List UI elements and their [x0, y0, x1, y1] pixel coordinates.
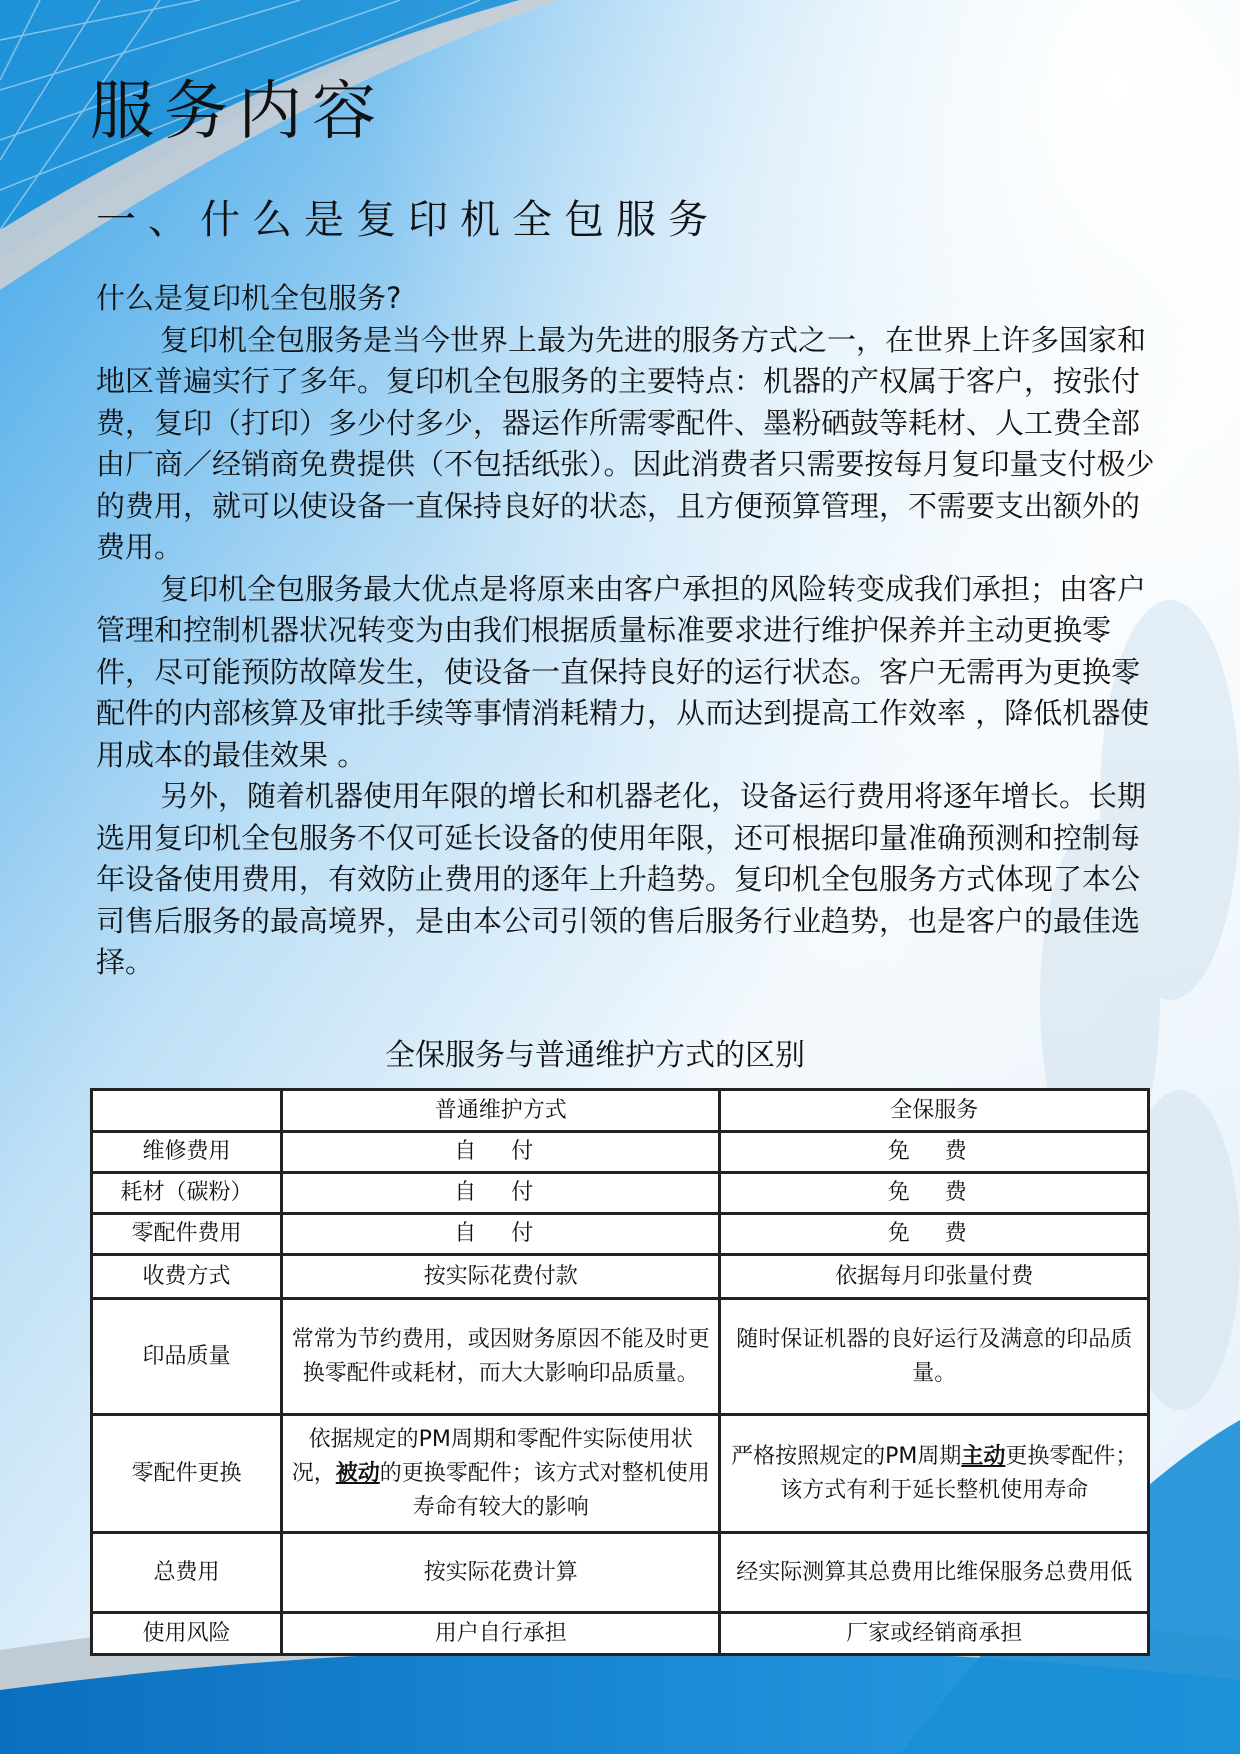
header-cell-empty — [92, 1090, 282, 1132]
table-row — [92, 1173, 1149, 1214]
row-normal: 按实际花费计算 — [282, 1533, 720, 1613]
row-normal-text-b: 的更换零配件；该方式对整机使用寿命有较大的影响 — [379, 1460, 710, 1520]
paragraph-1: 复印机全包服务是当今世界上最为先进的服务方式之一，在世界上许多国家和地区普遍实行了多年。复印机全包服务的主要特点：机器的产权属于客户，按张付费，复印（打印）多少付多少，器运作所需零配件、墨粉硒鼓等耗材、人工费全部由厂商／经销商免费提供（不包括纸张）。因此消费者只需要按每月复印量支付极少的费用，就可以使设备一直保持良好的状态，且方便预算管理，不需要支出额外的费用。 — [96, 322, 1155, 564]
question-line: 什么是复印机全包服务? — [96, 281, 402, 315]
row-full-emphasis: 主动 — [961, 1443, 1006, 1469]
table-row — [92, 1533, 1149, 1613]
row-full — [720, 1415, 1149, 1533]
header-cell-full: 全保服务 — [720, 1090, 1149, 1132]
row-label: 维修费用 — [92, 1132, 282, 1173]
table-row — [92, 1214, 1149, 1255]
row-normal: 自 付 — [282, 1214, 720, 1255]
row-full: 随时保证机器的良好运行及满意的印品质量。 — [720, 1299, 1149, 1415]
row-normal: 用户自行承担 — [282, 1613, 720, 1655]
row-full-text-b: 更换零配件；该方式有利于延长整机使用寿命 — [780, 1443, 1138, 1503]
row-label: 印品质量 — [92, 1299, 282, 1415]
table-row — [92, 1132, 1149, 1173]
row-label: 零配件更换 — [92, 1415, 282, 1533]
row-normal-text-a: 依据规定的PM周期和零配件实际使用状况， — [291, 1426, 693, 1486]
paragraph-3: 另外，随着机器使用年限的增长和机器老化，设备运行费用将逐年增长。长期选用复印机全包服务不仅可延长设备的使用年限，还可根据印量准确预测和控制每年设备使用费用，有效防止费用的逐年上升趋势。复印机全包服务方式体现了本公司售后服务的最高境界，是由本公司引领的售后服务行业趋势，也是客户的最佳选择。 — [96, 779, 1147, 979]
row-label: 零配件费用 — [92, 1214, 282, 1255]
row-full: 免 费 — [720, 1214, 1149, 1255]
row-label: 使用风险 — [92, 1613, 282, 1655]
row-full: 厂家或经销商承担 — [720, 1613, 1149, 1655]
table-row — [92, 1299, 1149, 1415]
row-full: 经实际测算其总费用比维保服务总费用低 — [720, 1533, 1149, 1613]
table-row — [92, 1415, 1149, 1533]
row-full: 免 费 — [720, 1132, 1149, 1173]
table-caption: 全保服务与普通维护方式的区别 — [385, 1038, 805, 1073]
row-normal — [282, 1415, 720, 1533]
row-full: 免 费 — [720, 1173, 1149, 1214]
row-label: 总费用 — [92, 1533, 282, 1613]
row-normal-emphasis: 被动 — [335, 1460, 380, 1486]
row-full: 依据每月印张量付费 — [720, 1255, 1149, 1299]
comparison-table — [90, 1088, 1150, 1656]
paragraph-2: 复印机全包服务最大优点是将原来由客户承担的风险转变成我们承担；由客户管理和控制机器状况转变为由我们根据质量标准要求进行维护保养并主动更换零件，尽可能预防故障发生，使设备一直保持良好的运行状态。客户无需再为更换零配件的内部核算及审批手续等事情消耗精力，从而达到提高工作效率 ，降低机器使用成本的最佳效果 。 — [96, 571, 1150, 772]
row-normal: 自 付 — [282, 1132, 720, 1173]
row-label: 耗材（碳粉） — [92, 1173, 282, 1214]
table-row — [92, 1613, 1149, 1655]
row-normal: 按实际花费付款 — [282, 1255, 720, 1299]
section-title: 一、什么是复印机全包服务 — [96, 197, 720, 243]
page-title: 服务内容 — [90, 75, 386, 149]
row-normal: 自 付 — [282, 1173, 720, 1214]
row-normal: 常常为节约费用，或因财务原因不能及时更换零配件或耗材，而大大影响印品质量。 — [282, 1299, 720, 1415]
body-text — [96, 278, 1166, 984]
table-header-row — [92, 1090, 1149, 1132]
table-row — [92, 1255, 1149, 1299]
row-full-text-a: 严格按照规定的PM周期 — [731, 1443, 962, 1469]
header-cell-normal: 普通维护方式 — [282, 1090, 720, 1132]
row-label: 收费方式 — [92, 1255, 282, 1299]
